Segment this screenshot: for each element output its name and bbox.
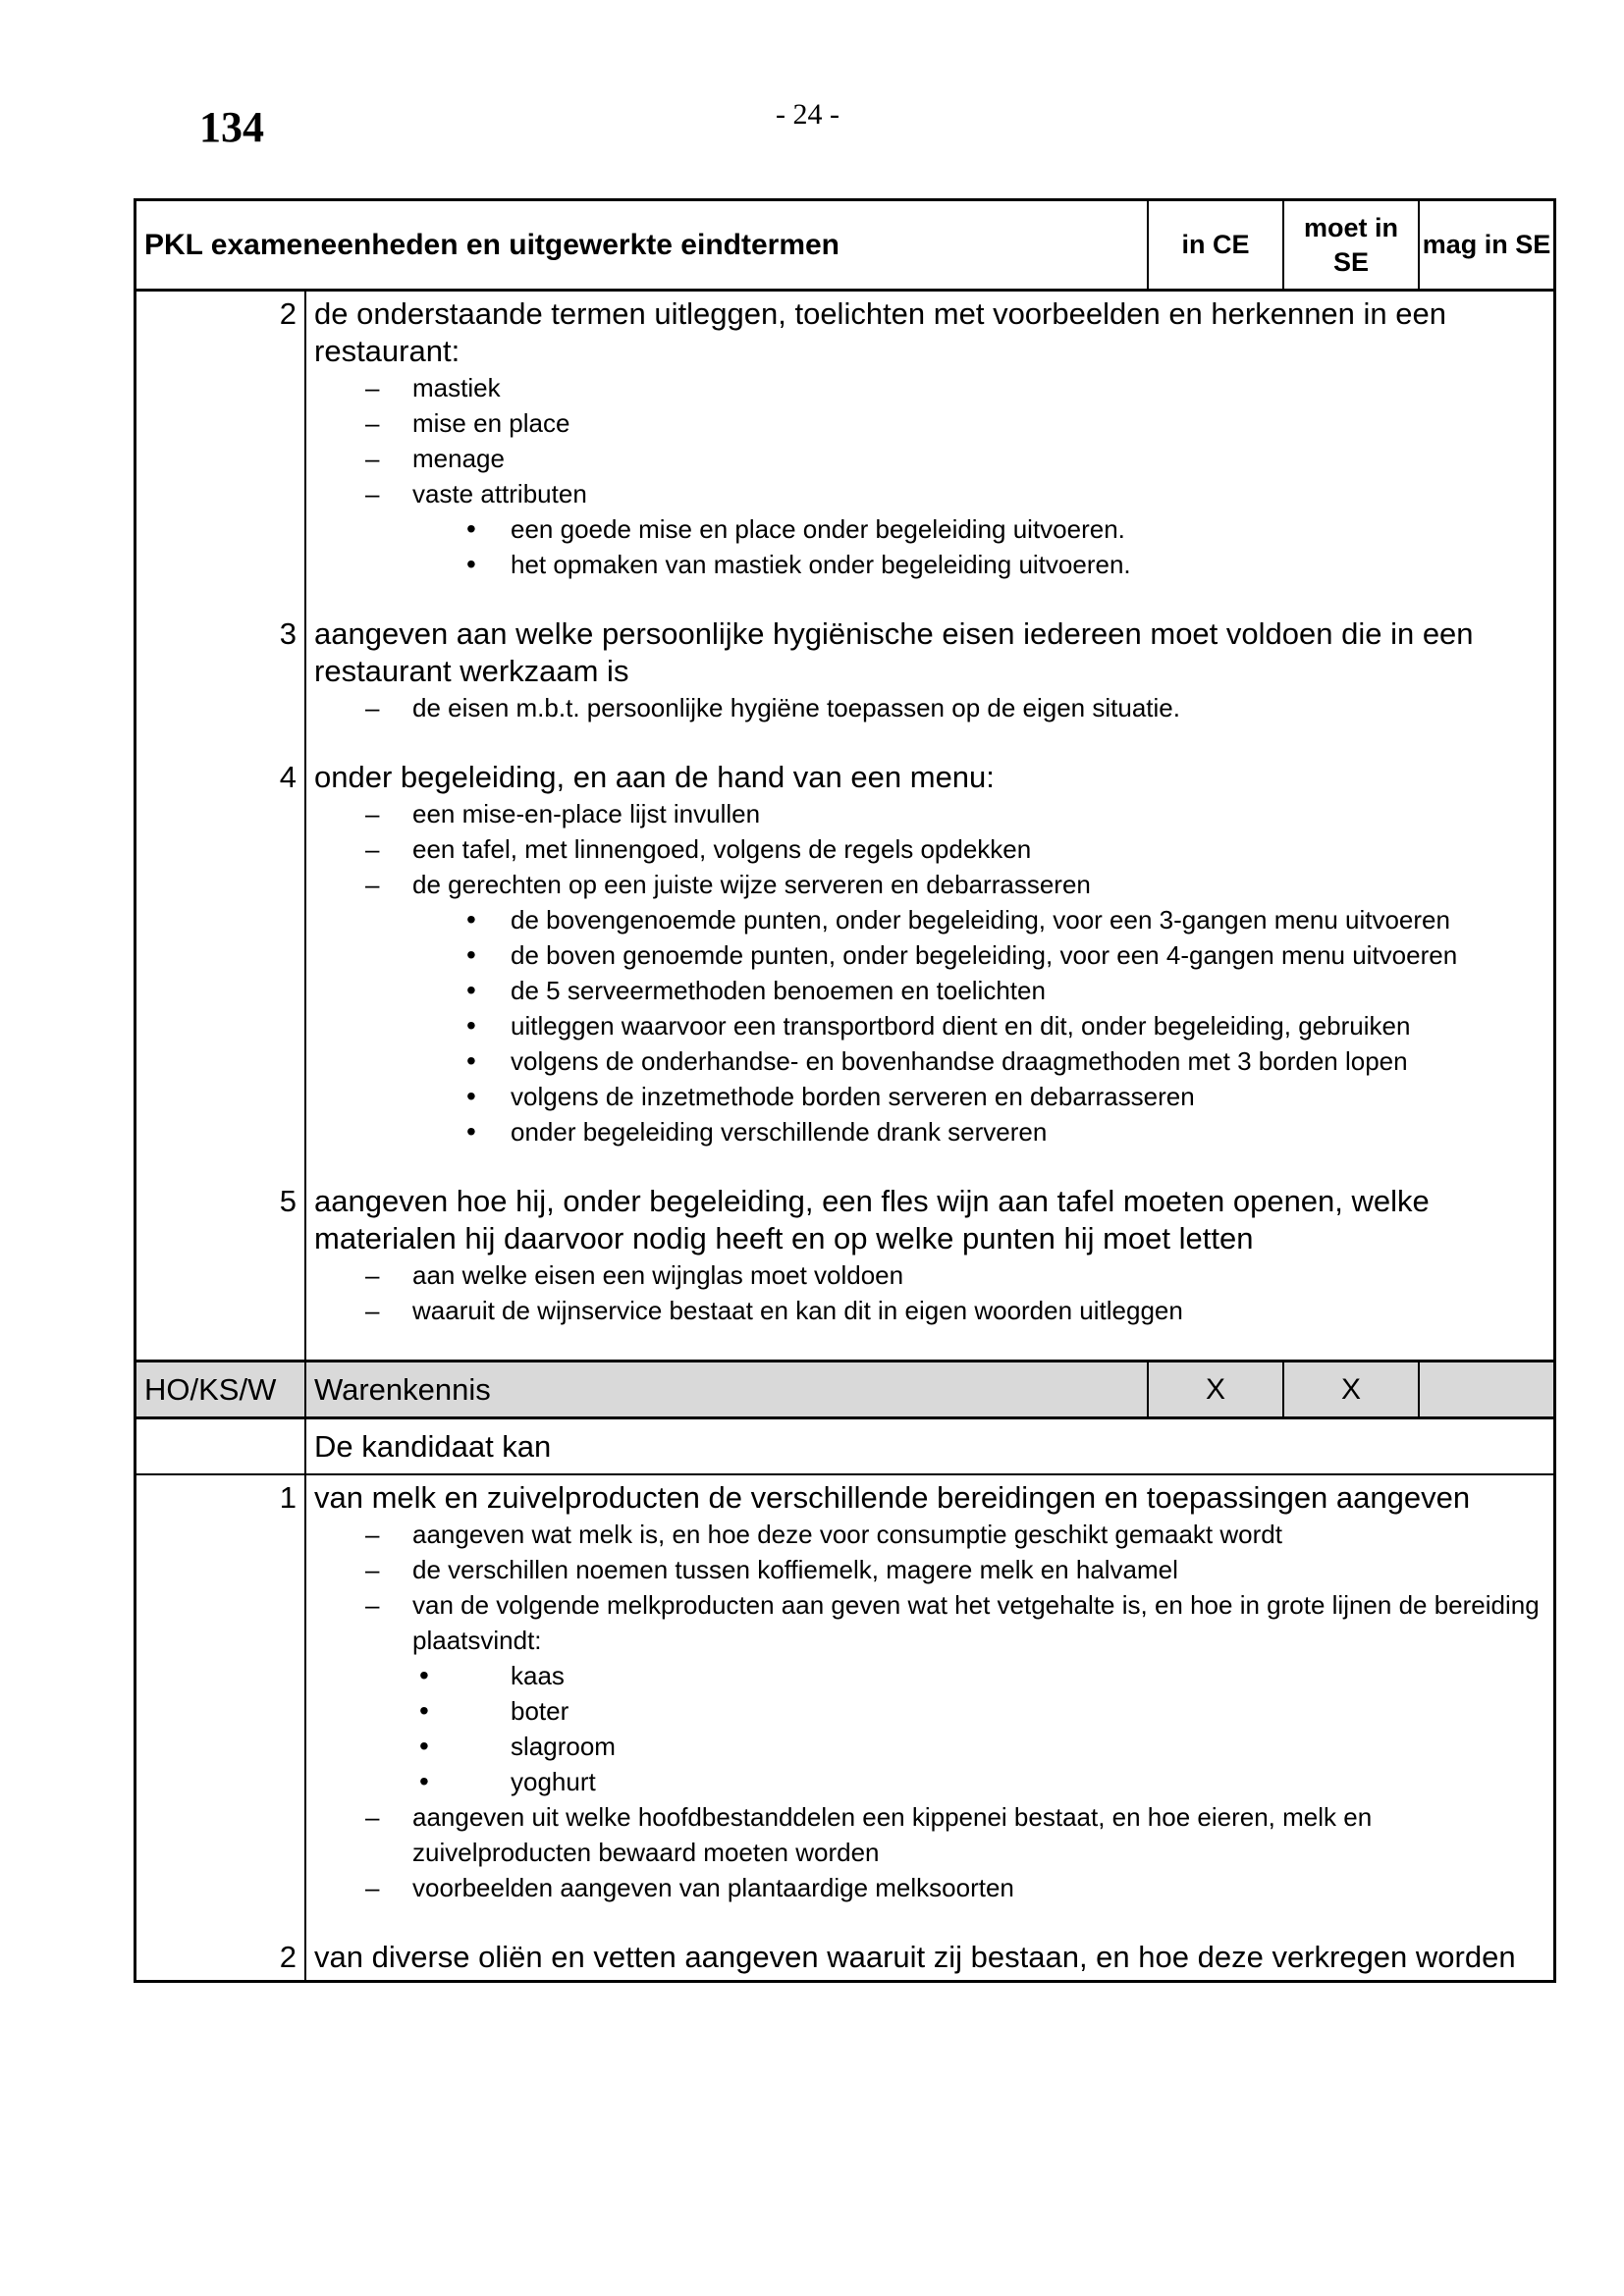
eindterm-item [306,615,1553,725]
sub-item: – aangeven uit welke hoofdbestanddelen een kippenei bestaat, en hoe eieren, melk en zuivelproducten bewaard moeten worden [314,1799,1553,1870]
page-number: 134 [199,103,264,151]
intro-text: De kandidaat kan [314,1428,552,1464]
eindterm-item [306,1183,1553,1328]
bullet-item: • een goede mise en place onder begeleiding uitvoeren. [314,511,1553,547]
sub-item: – aan welke eisen een wijnglas moet voldoen [314,1257,1553,1293]
eindterm-number: 4 [279,760,297,794]
eindterm-number: 5 [279,1184,297,1218]
sub-item: – mise en place [314,405,1553,441]
bullet-item: • uitleggen waarvoor een transportbord dient en dit, onder begeleiding, gebruiken [314,1008,1553,1043]
unit-moet-in-se: X [1282,1362,1418,1416]
bullet-item: • boter [314,1693,1553,1729]
sub-item: – de gerechten op een juiste wijze serveren en debarrasseren [314,867,1553,902]
sub-item: – mastiek [314,370,1553,405]
sub-item: – voorbeelden aangeven van plantaardige melksoorten [314,1870,1553,1905]
col-mag-in-se: mag in SE [1418,201,1553,289]
sub-item: – van de volgende melkproducten aan geven wat het vetgehalte is, en hoe in grote lijnen de bereiding plaatsvindt: [314,1587,1553,1658]
eindterm-title: aangeven aan welke persoonlijke hygiënische eisen iedereen moet voldoen die in een restaurant werkzaam is [314,616,1474,688]
eindterm-number: 2 [279,1940,297,1974]
section-2-content [306,1475,1553,1980]
eindterm-item [306,295,1553,582]
unit-mag-in-se [1418,1362,1553,1416]
eindterm-title: van melk en zuivelproducten de verschillende bereidingen en toepassingen aangeven [314,1480,1471,1515]
eindterm-number: 2 [279,296,297,331]
sub-item: – een tafel, met linnengoed, volgens de regels opdekken [314,831,1553,867]
col-in-ce: in CE [1147,201,1282,289]
eindterm-title: onder begeleiding, en aan de hand van een menu: [314,760,995,794]
exam-table [134,198,1556,1983]
sub-item: – waaruit de wijnservice bestaat en kan dit in eigen woorden uitleggen [314,1293,1553,1328]
sub-item: – de verschillen noemen tussen koffiemelk, magere melk en halvamel [314,1552,1553,1587]
col-moet-in-se: moet in SE [1282,201,1418,289]
bullet-item: • het opmaken van mastiek onder begeleiding uitvoeren. [314,547,1553,582]
bullet-item: • yoghurt [314,1764,1553,1799]
page-sub-number: - 24 - [776,98,839,131]
section-2 [136,1473,1553,1980]
bullet-item: • onder begeleiding verschillende drank serveren [314,1114,1553,1149]
unit-name: Warenkennis [314,1371,491,1407]
sub-item: – de eisen m.b.t. persoonlijke hygiëne toepassen op de eigen situatie. [314,690,1553,725]
sub-item: – vaste attributen [314,476,1553,511]
unit-in-ce: X [1147,1362,1282,1416]
sub-item: – menage [314,441,1553,476]
section-1-numbers [136,292,306,1360]
eindterm-title: de onderstaande termen uitleggen, toelichten met voorbeelden en herkennen in een restaurant: [314,296,1446,368]
table-title: PKL exameneenheden en uitgewerkte eindtermen [144,228,840,261]
unit-code: HO/KS/W [136,1362,306,1416]
bullet-item: • volgens de inzetmethode borden serveren en debarrasseren [314,1079,1553,1114]
eindterm-title: van diverse oliën en vetten aangeven waaruit zij bestaan, en hoe deze verkregen worden [314,1940,1516,1974]
bullet-item: • volgens de onderhandse- en bovenhandse draagmethoden met 3 borden lopen [314,1043,1553,1079]
bullet-item: • slagroom [314,1729,1553,1764]
eindterm-item [306,1479,1553,1905]
eindterm-number: 1 [279,1480,297,1515]
table-header [136,201,1553,292]
section-1-content [306,292,1553,1360]
eindterm-item [306,1939,1553,1976]
eindterm-number: 3 [279,616,297,651]
bullet-item: • de boven genoemde punten, onder begeleiding, voor een 4-gangen menu uitvoeren [314,937,1553,973]
sub-item: – aangeven wat melk is, en hoe deze voor consumptie geschikt gemaakt wordt [314,1517,1553,1552]
unit-row [136,1360,1553,1416]
bullet-item: • de 5 serveermethoden benoemen en toelichten [314,973,1553,1008]
bullet-item: • de bovengenoemde punten, onder begeleiding, voor een 3-gangen menu uitvoeren [314,902,1553,937]
sub-item: – een mise-en-place lijst invullen [314,796,1553,831]
eindterm-title: aangeven hoe hij, onder begeleiding, een fles wijn aan tafel moeten openen, welke materialen hij daarvoor nodig heeft en op welke punten hij moet letten [314,1184,1430,1255]
bullet-item: • kaas [314,1658,1553,1693]
intro-row [136,1416,1553,1473]
section-1 [136,292,1553,1360]
eindterm-item [306,759,1553,1149]
